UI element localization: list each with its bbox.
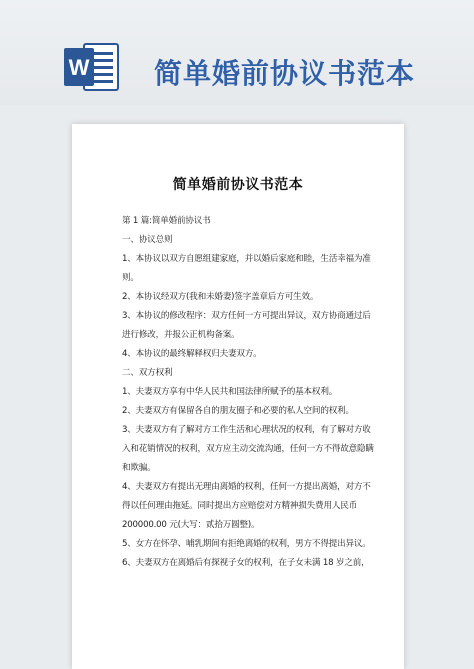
document-title: 简单婚前协议书范本 (172, 177, 304, 193)
document-line: 得以任何理由拖延。同时提出方应赔偿对方精神损失费用人民币 (122, 501, 358, 511)
document-line: 则。 (122, 273, 139, 283)
document-line: 一、协议总则 (122, 235, 173, 245)
document-line: 5、女方在怀孕、哺乳期间有拒绝离婚的权利，男方不得提出异议。 (122, 539, 371, 549)
header-banner (0, 0, 474, 105)
document-line: 200000.00 元(大写：贰拾万圆整)。 (122, 520, 260, 530)
document-line: 3、本协议的修改程序：双方任何一方可提出异议，双方协商通过后 (122, 311, 371, 321)
document-line: 第 1 篇:简单婚前协议书 (122, 216, 211, 226)
document-line: 1、本协议以双方自愿组建家庭，并以婚后家庭和睦，生活幸福为准 (122, 254, 371, 264)
document-line: 4、夫妻双方有提出无理由离婚的权利，任何一方提出离婚，对方不 (122, 482, 371, 492)
document-line: 2、夫妻双方有保留各自的朋友圈子和必要的私人空间的权利。 (122, 406, 354, 416)
document-line: 2、本协议经双方(我和未婚妻)签字盖章后方可生效。 (122, 292, 319, 302)
document-line: 进行修改，并报公正机构备案。 (122, 330, 240, 340)
banner-title: 简单婚前协议书范本 (154, 57, 416, 90)
document-line: 入和花销情况的权利，双方应主动交流沟通，任何一方不得故意隐瞒 (122, 444, 374, 454)
svg-text:W: W (68, 55, 90, 80)
document-page (72, 124, 404, 669)
document-line: 6、夫妻双方在离婚后有探视子女的权利，在子女未满 18 岁之前， (122, 558, 370, 568)
document-line: 和欺骗。 (122, 463, 156, 473)
document-body (122, 212, 378, 573)
document-line: 1、夫妻双方享有中华人民共和国法律所赋予的基本权利。 (122, 387, 338, 397)
document-line: 4、本协议的最终解释权归夫妻双方。 (122, 349, 262, 359)
word-document-icon (64, 42, 122, 92)
document-line: 二、双方权利 (122, 368, 173, 378)
document-line: 3、夫妻双方有了解对方工作生活和心理状况的权利，有了解对方收 (122, 425, 371, 435)
